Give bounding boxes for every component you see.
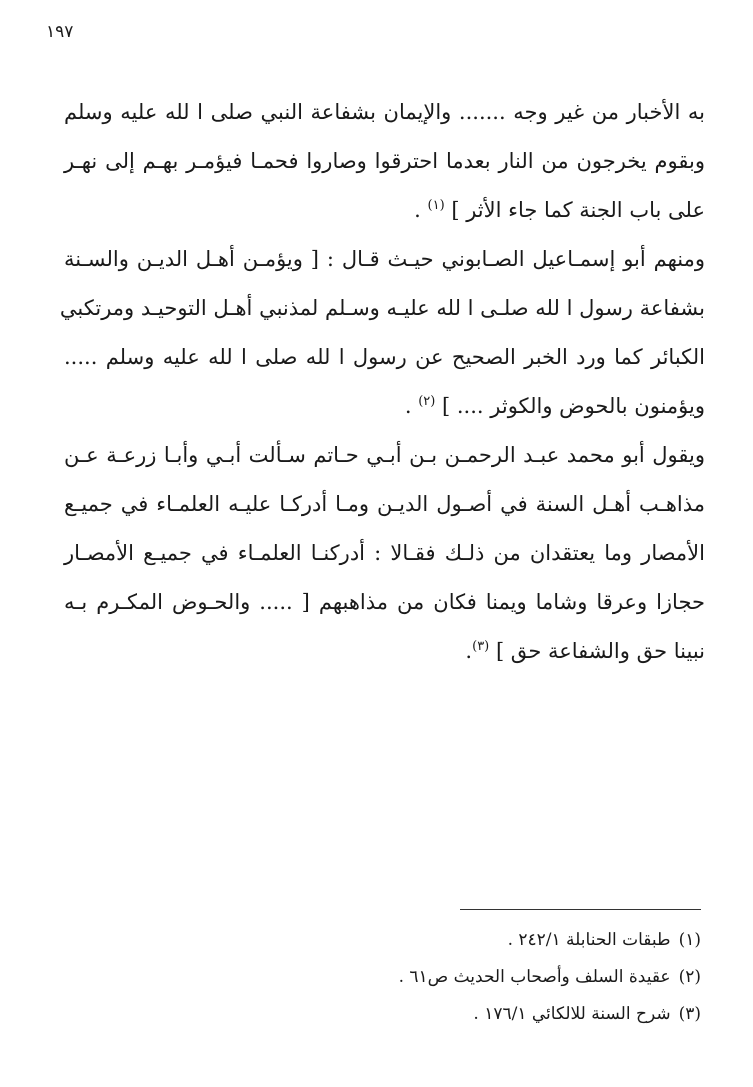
paragraph-3: [64, 431, 705, 676]
text-line: الكبائر كما ورد الخبر الصحيح عن رسول ا لله صلى ا لله عليه وسلم .....: [64, 345, 705, 369]
trailing-period: .: [414, 198, 421, 222]
text-line-last: [64, 627, 705, 676]
text-line: ومنهم أبو إسمـاعيل الصـابوني حيـث قـال : [ ويؤمـن أهـل الديـن والسـنة: [64, 247, 705, 271]
footnote-reference: (٣): [472, 639, 490, 654]
main-text: [59, 88, 705, 676]
footnote-item: [281, 959, 701, 996]
footnote-text: طبقات الحنابلة ٢٤٢/١ .: [507, 930, 671, 950]
footnote-reference: (٢): [418, 394, 436, 409]
text-line-content: ويؤمنون بالحوض والكوثر .... ]: [442, 394, 705, 418]
footnote-item: [281, 922, 701, 959]
footnote-text: شرح السنة للالكائي ١٧٦/١ .: [473, 1004, 671, 1024]
text-line: وبقوم يخرجون من النار بعدما احترقوا وصاروا فحمـا فيؤمـر بهـم إلى نهـر: [64, 149, 705, 173]
footnote-number: (٣): [678, 1004, 701, 1024]
text-line: ويقول أبو محمد عبـد الرحمـن بـن أبـي حـاتم سـألت أبـي وأبـا زرعـة عـن: [64, 443, 705, 467]
footnote-number: (١): [678, 930, 701, 950]
text-line: حجازا وعرقا وشاما ويمنا فكان من مذاهبهم [ ..... والحـوض المكـرم بـه: [64, 590, 705, 614]
footnote-divider: [460, 909, 701, 910]
footnote-reference: (١): [427, 198, 445, 213]
paragraph-2: [59, 235, 705, 431]
text-line: بشفاعة رسول ا لله صلـى ا لله عليـه وسـلم لمذنبي أهـل التوحيـد ومرتكبي: [59, 296, 705, 320]
text-line-content: على باب الجنة كما جاء الأثر ]: [451, 198, 705, 222]
text-line-last: [64, 382, 705, 431]
text-line: به الأخبار من غير وجه ....... والإيمان بشفاعة النبي صلى ا لله عليه وسلم: [64, 100, 705, 124]
text-line: مذاهـب أهـل السنة في أصـول الديـن ومـا أدركـا عليـه العلمـاء في جميـع: [64, 492, 705, 516]
trailing-period: .: [404, 394, 412, 418]
trailing-period: .: [465, 639, 473, 663]
page-number: ١٩٧: [46, 22, 74, 42]
paragraph-1: [64, 88, 705, 235]
footnote-item: [281, 996, 701, 1033]
footnote-number: (٢): [678, 967, 701, 987]
text-line-last: [64, 186, 705, 235]
text-line: الأمصار وما يعتقدان من ذلـك فقـالا : أدركنـا العلمـاء في جميـع الأمصـار: [64, 541, 705, 565]
footnote-text: عقيدة السلف وأصحاب الحديث ص٦١ .: [398, 967, 671, 987]
footnotes: [281, 922, 701, 1033]
text-line-content: نبينا حق والشفاعة حق ]: [495, 639, 705, 663]
